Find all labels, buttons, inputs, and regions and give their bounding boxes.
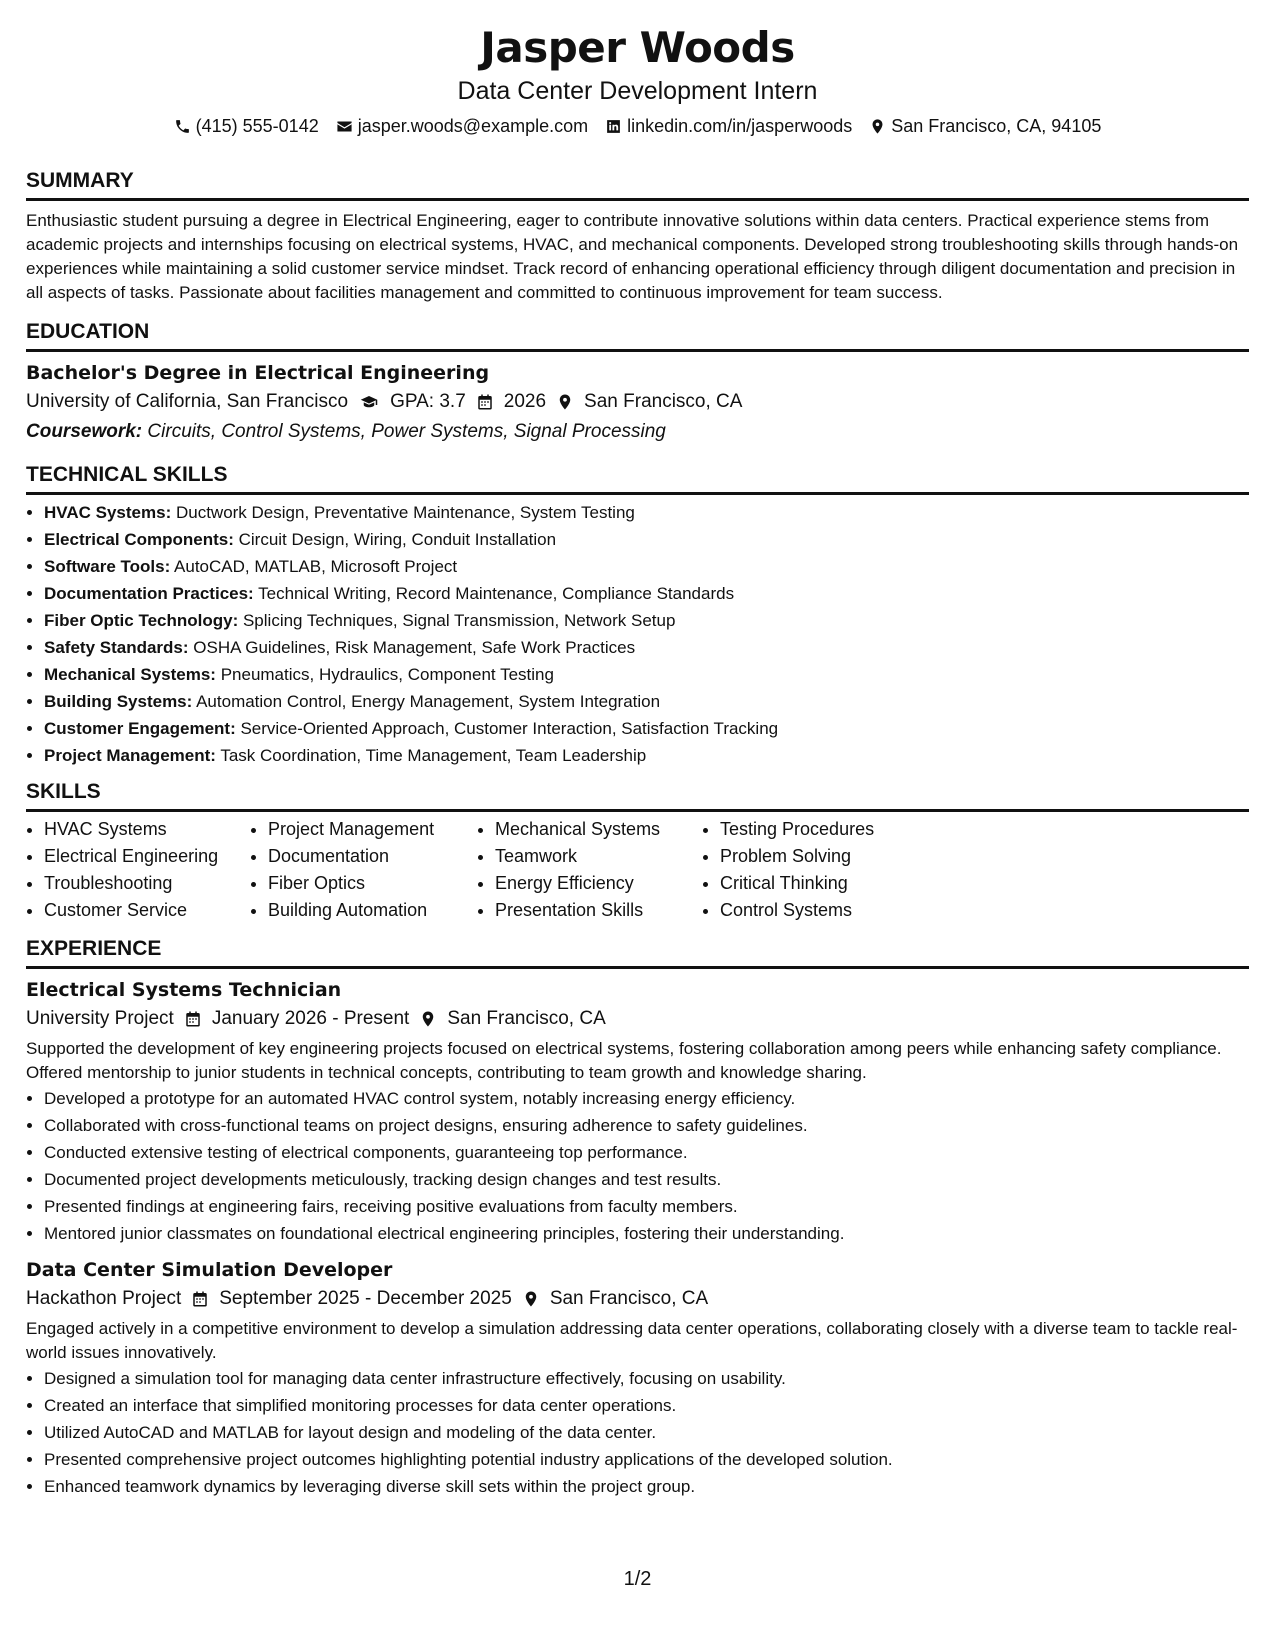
skill-category: Fiber Optic Technology: xyxy=(44,611,239,630)
map-pin-icon xyxy=(869,118,886,135)
skills-column xyxy=(26,816,250,924)
job-org: Hackathon Project xyxy=(26,1288,182,1309)
education-location: San Francisco, CA xyxy=(584,391,743,412)
summary-heading: SUMMARY xyxy=(26,168,1249,201)
list-item: • Testing Procedures xyxy=(720,816,940,843)
job-meta xyxy=(26,1285,1249,1313)
skill-detail: Service-Oriented Approach, Customer Interaction, Satisfaction Tracking xyxy=(235,719,779,738)
list-item: • HVAC Systems xyxy=(44,816,250,843)
job-org: University Project xyxy=(26,1008,174,1029)
contact-email-text: jasper.woods@example.com xyxy=(357,116,589,136)
candidate-name: Jasper Woods xyxy=(480,23,795,72)
list-item: • Troubleshooting xyxy=(44,870,250,897)
page-number: 1/2 xyxy=(623,1568,652,1590)
coursework-label: Coursework: xyxy=(26,421,143,442)
skill-detail: Splicing Techniques, Signal Transmission, Network Setup xyxy=(238,611,676,630)
job-meta xyxy=(26,1005,1249,1033)
list-item: • Customer Service xyxy=(44,897,250,924)
list-item: • Presented comprehensive project outcomes highlighting potential industry applications of the developed solution. xyxy=(44,1446,1249,1473)
education-meta xyxy=(26,388,1249,416)
job-dates: January 2026 - Present xyxy=(211,1008,410,1029)
skills-column xyxy=(702,816,940,924)
job-location: San Francisco, CA xyxy=(549,1288,709,1309)
list-item xyxy=(44,526,1249,553)
skill-detail: OSHA Guidelines, Risk Management, Safe Work Practices xyxy=(188,638,636,657)
list-item: • Documented project developments meticulously, tracking design changes and test results. xyxy=(44,1166,1249,1193)
list-item: • Designed a simulation tool for managing data center infrastructure effectively, focusing on usability. xyxy=(44,1365,1249,1392)
envelope-icon xyxy=(336,118,353,135)
experience-entry xyxy=(26,1257,1249,1500)
list-item: • Electrical Engineering xyxy=(44,843,250,870)
list-item: • Energy Efficiency xyxy=(495,870,702,897)
list-item: • Documentation xyxy=(268,843,477,870)
list-item: • Developed a prototype for an automated HVAC control system, notably increasing energy efficiency. xyxy=(44,1085,1249,1112)
list-item xyxy=(44,661,1249,688)
list-item: • Presentation Skills xyxy=(495,897,702,924)
skill-category: Documentation Practices: xyxy=(44,584,254,603)
technical-skills-heading: TECHNICAL SKILLS xyxy=(26,462,1249,495)
list-item xyxy=(44,688,1249,715)
map-pin-icon xyxy=(522,1290,540,1308)
skills-grid xyxy=(26,816,1249,924)
job-bullets xyxy=(26,1365,1249,1500)
skill-detail: Circuit Design, Wiring, Conduit Installation xyxy=(233,530,557,549)
contact-linkedin-text: linkedin.com/in/jasperwoods xyxy=(627,116,853,136)
list-item xyxy=(44,553,1249,580)
list-item: • Created an interface that simplified monitoring processes for data center operations. xyxy=(44,1392,1249,1419)
contact-phone[interactable] xyxy=(174,114,319,138)
contact-bar xyxy=(26,114,1249,138)
education-heading: EDUCATION xyxy=(26,319,1249,352)
list-item xyxy=(44,634,1249,661)
contact-linkedin[interactable] xyxy=(605,114,852,138)
skills-column xyxy=(250,816,477,924)
job-bullets xyxy=(26,1085,1249,1247)
list-item xyxy=(44,607,1249,634)
contact-email[interactable] xyxy=(336,114,588,138)
calendar-icon xyxy=(191,1290,209,1308)
experience-section xyxy=(26,936,1249,1500)
experience-entry xyxy=(26,977,1249,1247)
candidate-title: Data Center Development Intern xyxy=(457,77,818,105)
list-item: • Collaborated with cross-functional teams on project designs, ensuring adherence to safety guidelines. xyxy=(44,1112,1249,1139)
graduation-year: 2026 xyxy=(503,391,547,412)
linkedin-icon xyxy=(605,118,622,135)
skill-category: Software Tools: xyxy=(44,557,171,576)
calendar-icon xyxy=(184,1010,202,1028)
contact-location-text: San Francisco, CA, 94105 xyxy=(891,116,1102,136)
list-item: • Building Automation xyxy=(268,897,477,924)
contact-location xyxy=(869,114,1101,138)
summary-section xyxy=(26,168,1249,305)
technical-skills-section xyxy=(26,462,1249,769)
list-item xyxy=(44,499,1249,526)
map-pin-icon xyxy=(419,1010,437,1028)
skills-column xyxy=(477,816,702,924)
skill-detail: Pneumatics, Hydraulics, Component Testing xyxy=(215,665,554,684)
list-item: • Fiber Optics xyxy=(268,870,477,897)
skill-detail: Ductwork Design, Preventative Maintenance, System Testing xyxy=(171,503,635,522)
list-item: • Teamwork xyxy=(495,843,702,870)
list-item: • Control Systems xyxy=(720,897,940,924)
list-item: • Mechanical Systems xyxy=(495,816,702,843)
list-item xyxy=(44,742,1249,769)
list-item: • Project Management xyxy=(268,816,477,843)
skills-heading: SKILLS xyxy=(26,779,1249,812)
list-item: • Critical Thinking xyxy=(720,870,940,897)
job-title: Data Center Simulation Developer xyxy=(26,1259,393,1281)
skill-category: Safety Standards: xyxy=(44,638,189,657)
skill-detail: AutoCAD, MATLAB, Microsoft Project xyxy=(170,557,458,576)
skill-category: Electrical Components: xyxy=(44,530,234,549)
coursework-line xyxy=(26,418,1249,446)
job-summary: Supported the development of key engineering projects focused on electrical systems, fostering collaboration among peers while enhancing safety compliance. Offered mentorship to junior students in technical concepts, contributing to team growth and knowledge sharing. xyxy=(26,1039,1222,1082)
skill-category: HVAC Systems: xyxy=(44,503,172,522)
skill-detail: Automation Control, Energy Management, System Integration xyxy=(192,692,661,711)
phone-icon xyxy=(174,118,191,135)
list-item xyxy=(44,580,1249,607)
contact-phone-text: (415) 555-0142 xyxy=(195,116,319,136)
list-item: • Presented findings at engineering fairs, receiving positive evaluations from faculty members. xyxy=(44,1193,1249,1220)
graduation-cap-icon xyxy=(358,393,380,411)
job-location: San Francisco, CA xyxy=(447,1008,606,1029)
list-item: • Enhanced teamwork dynamics by leveraging diverse skill sets within the project group. xyxy=(44,1473,1249,1500)
job-dates: September 2025 - December 2025 xyxy=(219,1288,512,1309)
list-item: • Conducted extensive testing of electrical components, guaranteeing top performance. xyxy=(44,1139,1249,1166)
list-item: • Mentored junior classmates on foundational electrical engineering principles, fostering their understanding. xyxy=(44,1220,1249,1247)
skills-section xyxy=(26,779,1249,924)
list-item xyxy=(44,715,1249,742)
skill-category: Building Systems: xyxy=(44,692,193,711)
job-title: Electrical Systems Technician xyxy=(26,979,342,1001)
coursework-list: Circuits, Control Systems, Power Systems, Signal Processing xyxy=(142,421,666,442)
job-summary: Engaged actively in a competitive environment to develop a simulation addressing data center operations, collaborating closely with a diverse team to tackle real-world issues innovatively. xyxy=(26,1319,1238,1362)
skill-category: Customer Engagement: xyxy=(44,719,236,738)
experience-heading: EXPERIENCE xyxy=(26,936,1249,969)
school-name: University of California, San Francisco xyxy=(26,391,349,412)
list-item: • Problem Solving xyxy=(720,843,940,870)
list-item: • Utilized AutoCAD and MATLAB for layout design and modeling of the data center. xyxy=(44,1419,1249,1446)
degree-title: Bachelor's Degree in Electrical Engineering xyxy=(26,362,490,384)
technical-skills-list xyxy=(26,499,1249,769)
skill-category: Project Management: xyxy=(44,746,216,765)
calendar-icon xyxy=(476,393,494,411)
education-section xyxy=(26,319,1249,446)
skill-detail: Technical Writing, Record Maintenance, Compliance Standards xyxy=(253,584,735,603)
gpa-value: GPA: 3.7 xyxy=(390,391,466,412)
summary-text: Enthusiastic student pursuing a degree in Electrical Engineering, eager to contribute innovative solutions within data centers. Practical experience stems from academic projects and internships focusing on electrical systems, HVAC, and mechanical components. Developed strong troubleshooting skills through hands-on experiences while maintaining a solid customer service mindset. Track record of enhancing operational efficiency through diligent documentation and precision in all aspects of tasks. Passionate about facilities management and committed to continuous improvement for team success. xyxy=(26,211,1239,302)
map-pin-icon xyxy=(556,393,574,411)
resume-page xyxy=(26,22,1249,1500)
skill-detail: Task Coordination, Time Management, Team Leadership xyxy=(215,746,647,765)
skill-category: Mechanical Systems: xyxy=(44,665,216,684)
